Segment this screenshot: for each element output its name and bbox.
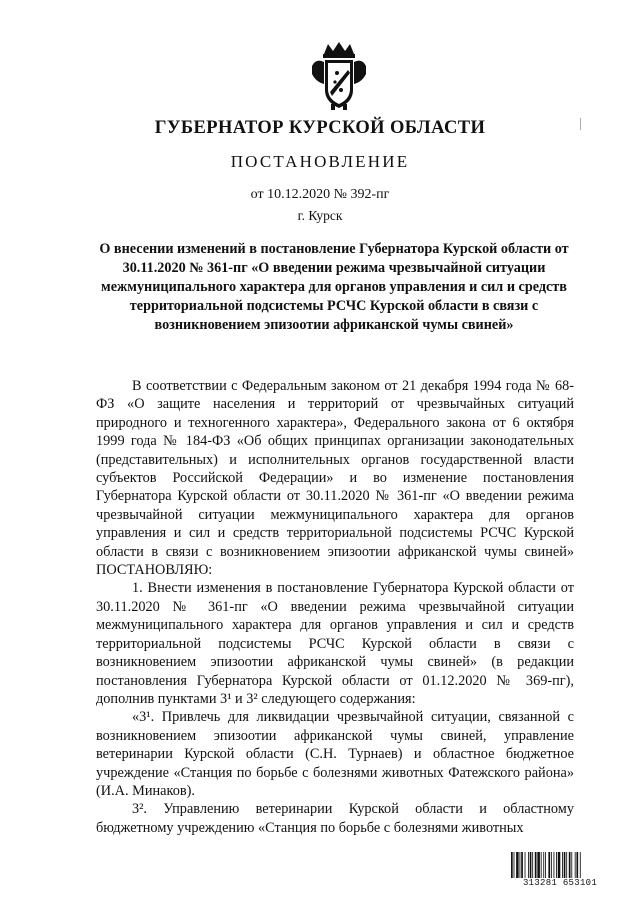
barcode-bar: [564, 852, 566, 878]
kursk-coat-of-arms-icon: [310, 40, 368, 112]
document-subject: О внесении изменений в постановление Губернатора Курской области от 30.11.2020 № 361-пг «О введении режима чрезвычайной ситуации межмуниципального характера для органов управления и сил и средств территориальной подсистемы РСЧС Курской области в связи с возникновением эпизоотии африканской чумы свиней»: [99, 241, 569, 333]
barcode-bar: [528, 852, 529, 878]
barcode-bar: [516, 852, 519, 878]
document-type: ПОСТАНОВЛЕНИЕ: [230, 152, 410, 171]
barcode-bar: [566, 852, 567, 878]
document-date-number: от 10.12.2020 № 392-пг: [250, 187, 390, 202]
barcode-bar: [541, 852, 542, 878]
clause-1-paragraph: 1. Внести изменения в постановление Губернатора Курской области от 30.11.2020 № 361-пг «О введении режима чрезвычайной ситуации межмуниципального характера для органов управления и сил и средств территориальной подсистемы РСЧС Курской области в связи с возникновением эпизоотии африканской чумы свиней» (в редакции постановления Губернатора Курской области от 01.12.2020 № 369-пг), дополнив пунктами 3¹ и 3² следующего содержания:: [96, 580, 574, 707]
barcode-icon: [510, 852, 610, 878]
preamble-paragraph: В соответствии с Федеральным законом от 21 декабря 1994 года № 68-ФЗ «О защите населения и территорий от чрезвычайных ситуаций природного и техногенного характера», Федерального закона от 6 октября 1999 года № 184-ФЗ «Об общих принципах организации законодательных (представительных) и исполнительных органов государственной власти субъектов Российской Федерации» и во изменение постановления Губернатора Курской области от 30.11.2020 № 361-пг «О введении режима чрезвычайной ситуации межмуниципального характера для органов управления и сил и средств территориальной подсистемы РСЧС Курской области в связи с возникновением эпизоотии африканской чумы свиней» ПОСТАНОВЛЯЮ:: [96, 378, 574, 579]
barcode-bar: [545, 852, 546, 878]
barcode-bar: [562, 852, 563, 878]
barcode-number: 313281 653101: [522, 878, 598, 888]
clause-3-2-paragraph: 3². Управлению ветеринарии Курской области и областному бюджетному учреждению «Станция по борьбе с болезнями животных: [96, 801, 574, 836]
barcode-bar: [511, 852, 513, 878]
barcode: [510, 852, 610, 886]
barcode-bar: [569, 852, 571, 878]
barcode-bar: [521, 852, 523, 878]
barcode-bar: [571, 852, 572, 878]
barcode-bar: [558, 852, 561, 878]
barcode-bar: [551, 852, 552, 878]
barcode-bar: [530, 852, 532, 878]
barcode-bar: [575, 852, 576, 878]
barcode-bar: [535, 852, 537, 878]
clause-3-1-paragraph: «3¹. Привлечь для ликвидации чрезвычайной ситуации, связанной с возникновением эпизоотии африканской чумы свиней, управление ветеринарии Курской области (С.Н. Турнаев) и областное бюджетное учреждение «Станция по борьбе с болезнями животных Фатежского района» (И.А. Минаков).: [96, 709, 574, 799]
authority-title: ГУБЕРНАТОР КУРСКОЙ ОБЛАСТИ: [154, 118, 486, 138]
document-body: [96, 377, 574, 837]
barcode-bar: [576, 852, 578, 878]
document-city: г. Курск: [297, 208, 343, 223]
barcode-bar: [554, 852, 555, 878]
barcode-bar: [556, 852, 557, 878]
barcode-bar: [525, 852, 526, 878]
barcode-bar: [514, 852, 515, 878]
barcode-bar: [537, 852, 540, 878]
barcode-bar: [548, 852, 550, 878]
barcode-bar: [532, 852, 533, 878]
barcode-bar: [580, 852, 581, 878]
barcode-bar: [520, 852, 521, 878]
barcode-bar: [543, 852, 544, 878]
